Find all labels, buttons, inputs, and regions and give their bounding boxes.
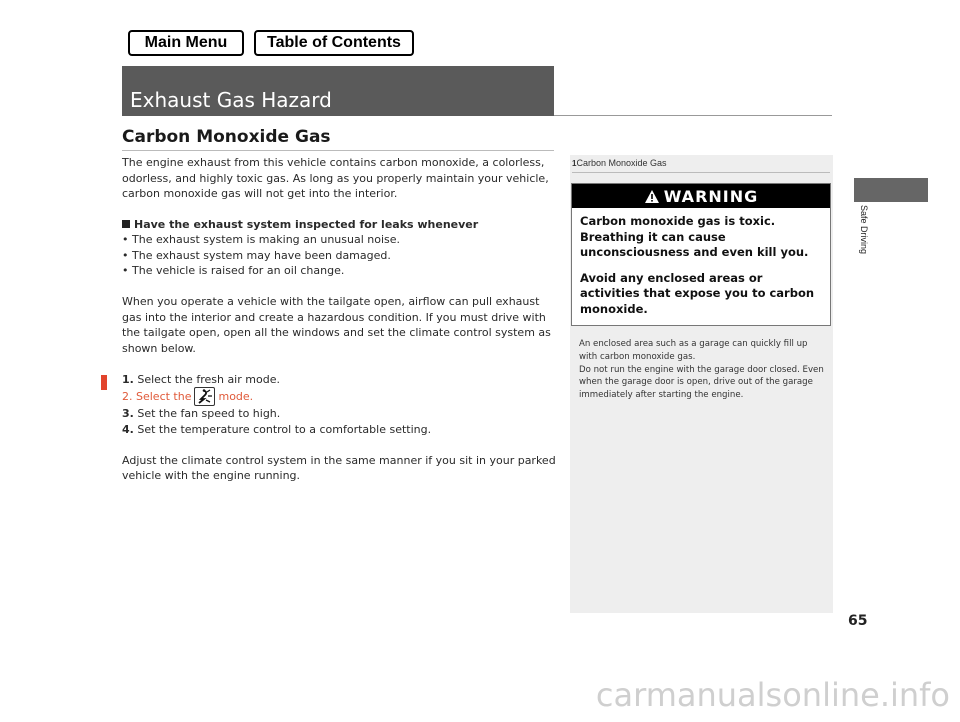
warning-triangle-icon (644, 189, 660, 204)
title-divider (554, 115, 832, 116)
inspect-list (122, 232, 558, 279)
step-item: 4. Set the temperature control to a comfortable setting. (122, 422, 432, 436)
foot-floor-mode-icon (194, 387, 215, 406)
sidebar-note: An enclosed area such as a garage can quickly fill up with carbon monoxide gas. Do not run the engine with the garage door closed. Even when the garage door is open, drive out of the garage immediately after starting the engine. (579, 339, 824, 401)
steps-list (122, 372, 558, 438)
step-item: 1. Select the fresh air mode. (122, 372, 280, 386)
warning-text: Carbon monoxide gas is toxic. Breathing it can cause unconsciousness and even kill you. Avoid any enclosed areas or activities that expose you to carbon monoxide. (580, 214, 815, 316)
list-item: • The exhaust system is making an unusual noise. (122, 232, 558, 248)
closing-paragraph: Adjust the climate control system in the same manner if you sit in your parked vehicle with the engine running. (122, 453, 556, 482)
chapter-tab (854, 178, 928, 202)
page-title-bar (122, 66, 554, 116)
table-of-contents-button[interactable]: Table of Contents (254, 30, 414, 56)
square-bullet-icon (122, 220, 130, 228)
chapter-tab-label: Safe Driving (859, 205, 869, 255)
sidebar-notes (570, 155, 833, 613)
list-item: • The vehicle is raised for an oil change. (122, 263, 558, 279)
section-divider (122, 150, 554, 151)
sidebar-heading: 1Carbon Monoxide Gas (572, 158, 830, 173)
list-item: • The exhaust system may have been damaged. (122, 248, 558, 264)
warning-box (571, 183, 831, 326)
inspect-heading: Have the exhaust system inspected for leaks whenever (122, 217, 558, 233)
main-menu-button[interactable]: Main Menu (128, 30, 244, 56)
change-marker (101, 375, 107, 390)
watermark: carmanualsonline.info (595, 676, 950, 714)
page-number: 65 (848, 613, 868, 629)
intro-paragraph: The engine exhaust from this vehicle contains carbon monoxide, a colorless, odorless, and highly toxic gas. As long as you properly maintain your vehicle, carbon monoxide gas will not get into the interior. (122, 156, 549, 200)
tailgate-paragraph: When you operate a vehicle with the tailgate open, airflow can pull exhaust gas into the interior and create a hazardous condition. If you must drive with the tailgate open, open all the windows and set the climate control system as shown below. (122, 295, 551, 355)
section-title: Carbon Monoxide Gas (122, 127, 331, 147)
step-item: 2. Select the mode. (122, 387, 558, 406)
warning-header: WARNING (572, 184, 830, 208)
step-item: 3. Set the fan speed to high. (122, 407, 281, 420)
page-title: Exhaust Gas Hazard (130, 88, 332, 112)
body-column (122, 155, 558, 484)
